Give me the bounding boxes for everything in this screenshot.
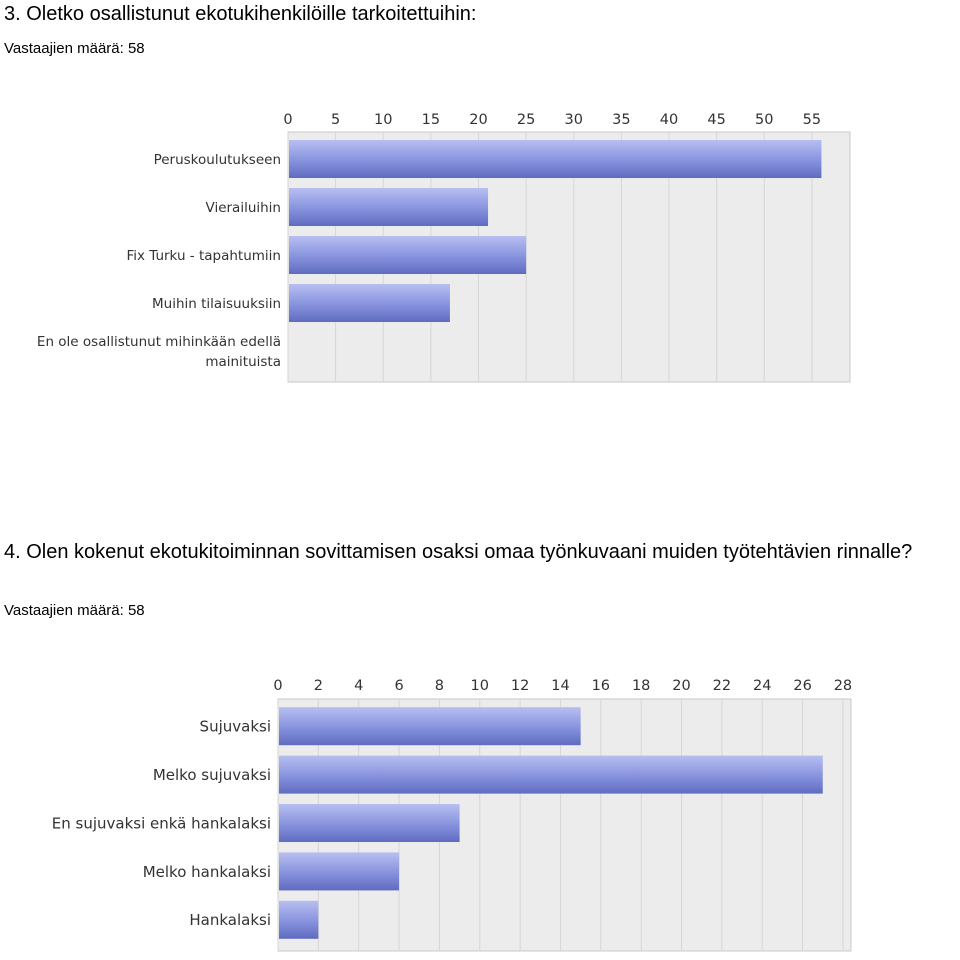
bar bbox=[279, 707, 581, 745]
bar bbox=[279, 901, 318, 939]
x-tick-label: 15 bbox=[421, 112, 441, 128]
x-tick-label: 20 bbox=[672, 678, 691, 694]
x-tick-label: 40 bbox=[659, 112, 679, 128]
x-tick-label: 0 bbox=[283, 112, 293, 128]
x-tick-label: 24 bbox=[752, 678, 772, 694]
x-tick-label: 25 bbox=[516, 112, 536, 128]
category-label: Hankalaksi bbox=[189, 911, 271, 930]
x-tick-label: 12 bbox=[510, 678, 530, 694]
question-4-title: 4. Olen kokenut ekotukitoiminnan sovittamisen osaksi omaa työnkuvaani muiden työtehtävien rinnalle? bbox=[4, 541, 913, 563]
x-tick-label: 26 bbox=[793, 678, 812, 694]
x-tick-label: 10 bbox=[470, 678, 489, 694]
x-tick-label: 30 bbox=[564, 112, 583, 128]
x-tick-label: 10 bbox=[374, 112, 393, 128]
category-label: En sujuvaksi enkä hankalaksi bbox=[51, 814, 271, 833]
x-tick-label: 35 bbox=[612, 112, 631, 128]
question-4-respondent-count: Vastaajien määrä: 58 bbox=[4, 602, 145, 619]
x-tick-label: 8 bbox=[434, 678, 445, 694]
bar bbox=[289, 284, 450, 322]
x-tick-label: 18 bbox=[631, 678, 651, 694]
bar bbox=[289, 188, 488, 226]
x-tick-label: 20 bbox=[469, 112, 488, 128]
category-label: Vierailuihin bbox=[205, 199, 281, 216]
category-label: Sujuvaksi bbox=[199, 717, 271, 736]
category-label: Peruskoulutukseen bbox=[153, 151, 281, 168]
question-3-respondent-count: Vastaajien määrä: 58 bbox=[4, 40, 145, 57]
x-tick-label: 4 bbox=[354, 678, 364, 694]
bar bbox=[279, 852, 399, 890]
x-tick-label: 0 bbox=[273, 678, 283, 694]
x-tick-label: 45 bbox=[707, 112, 726, 128]
category-label: Fix Turku - tapahtumiin bbox=[126, 247, 281, 264]
x-tick-label: 2 bbox=[313, 678, 323, 694]
x-tick-label: 16 bbox=[591, 678, 611, 694]
category-label: Melko hankalaksi bbox=[142, 862, 271, 881]
x-tick-label: 5 bbox=[331, 112, 341, 128]
x-tick-label: 55 bbox=[802, 112, 822, 128]
bar bbox=[289, 140, 821, 178]
category-label: Muihin tilaisuuksiin bbox=[152, 295, 281, 312]
bar bbox=[289, 236, 526, 274]
x-tick-label: 28 bbox=[833, 678, 853, 694]
bar bbox=[279, 756, 823, 794]
x-tick-label: 6 bbox=[394, 678, 404, 694]
x-tick-label: 50 bbox=[755, 112, 774, 128]
x-tick-label: 22 bbox=[712, 678, 732, 694]
bar bbox=[279, 804, 460, 842]
question-4-bar-chart bbox=[0, 665, 960, 960]
category-label: En ole osallistunut mihinkään edellä mainituista bbox=[36, 333, 281, 370]
question-3-bar-chart bbox=[0, 100, 960, 400]
question-3-title: 3. Oletko osallistunut ekotukihenkilöille tarkoitettuihin: bbox=[4, 3, 477, 25]
category-label: Melko sujuvaksi bbox=[152, 766, 271, 784]
x-tick-label: 14 bbox=[551, 678, 570, 694]
